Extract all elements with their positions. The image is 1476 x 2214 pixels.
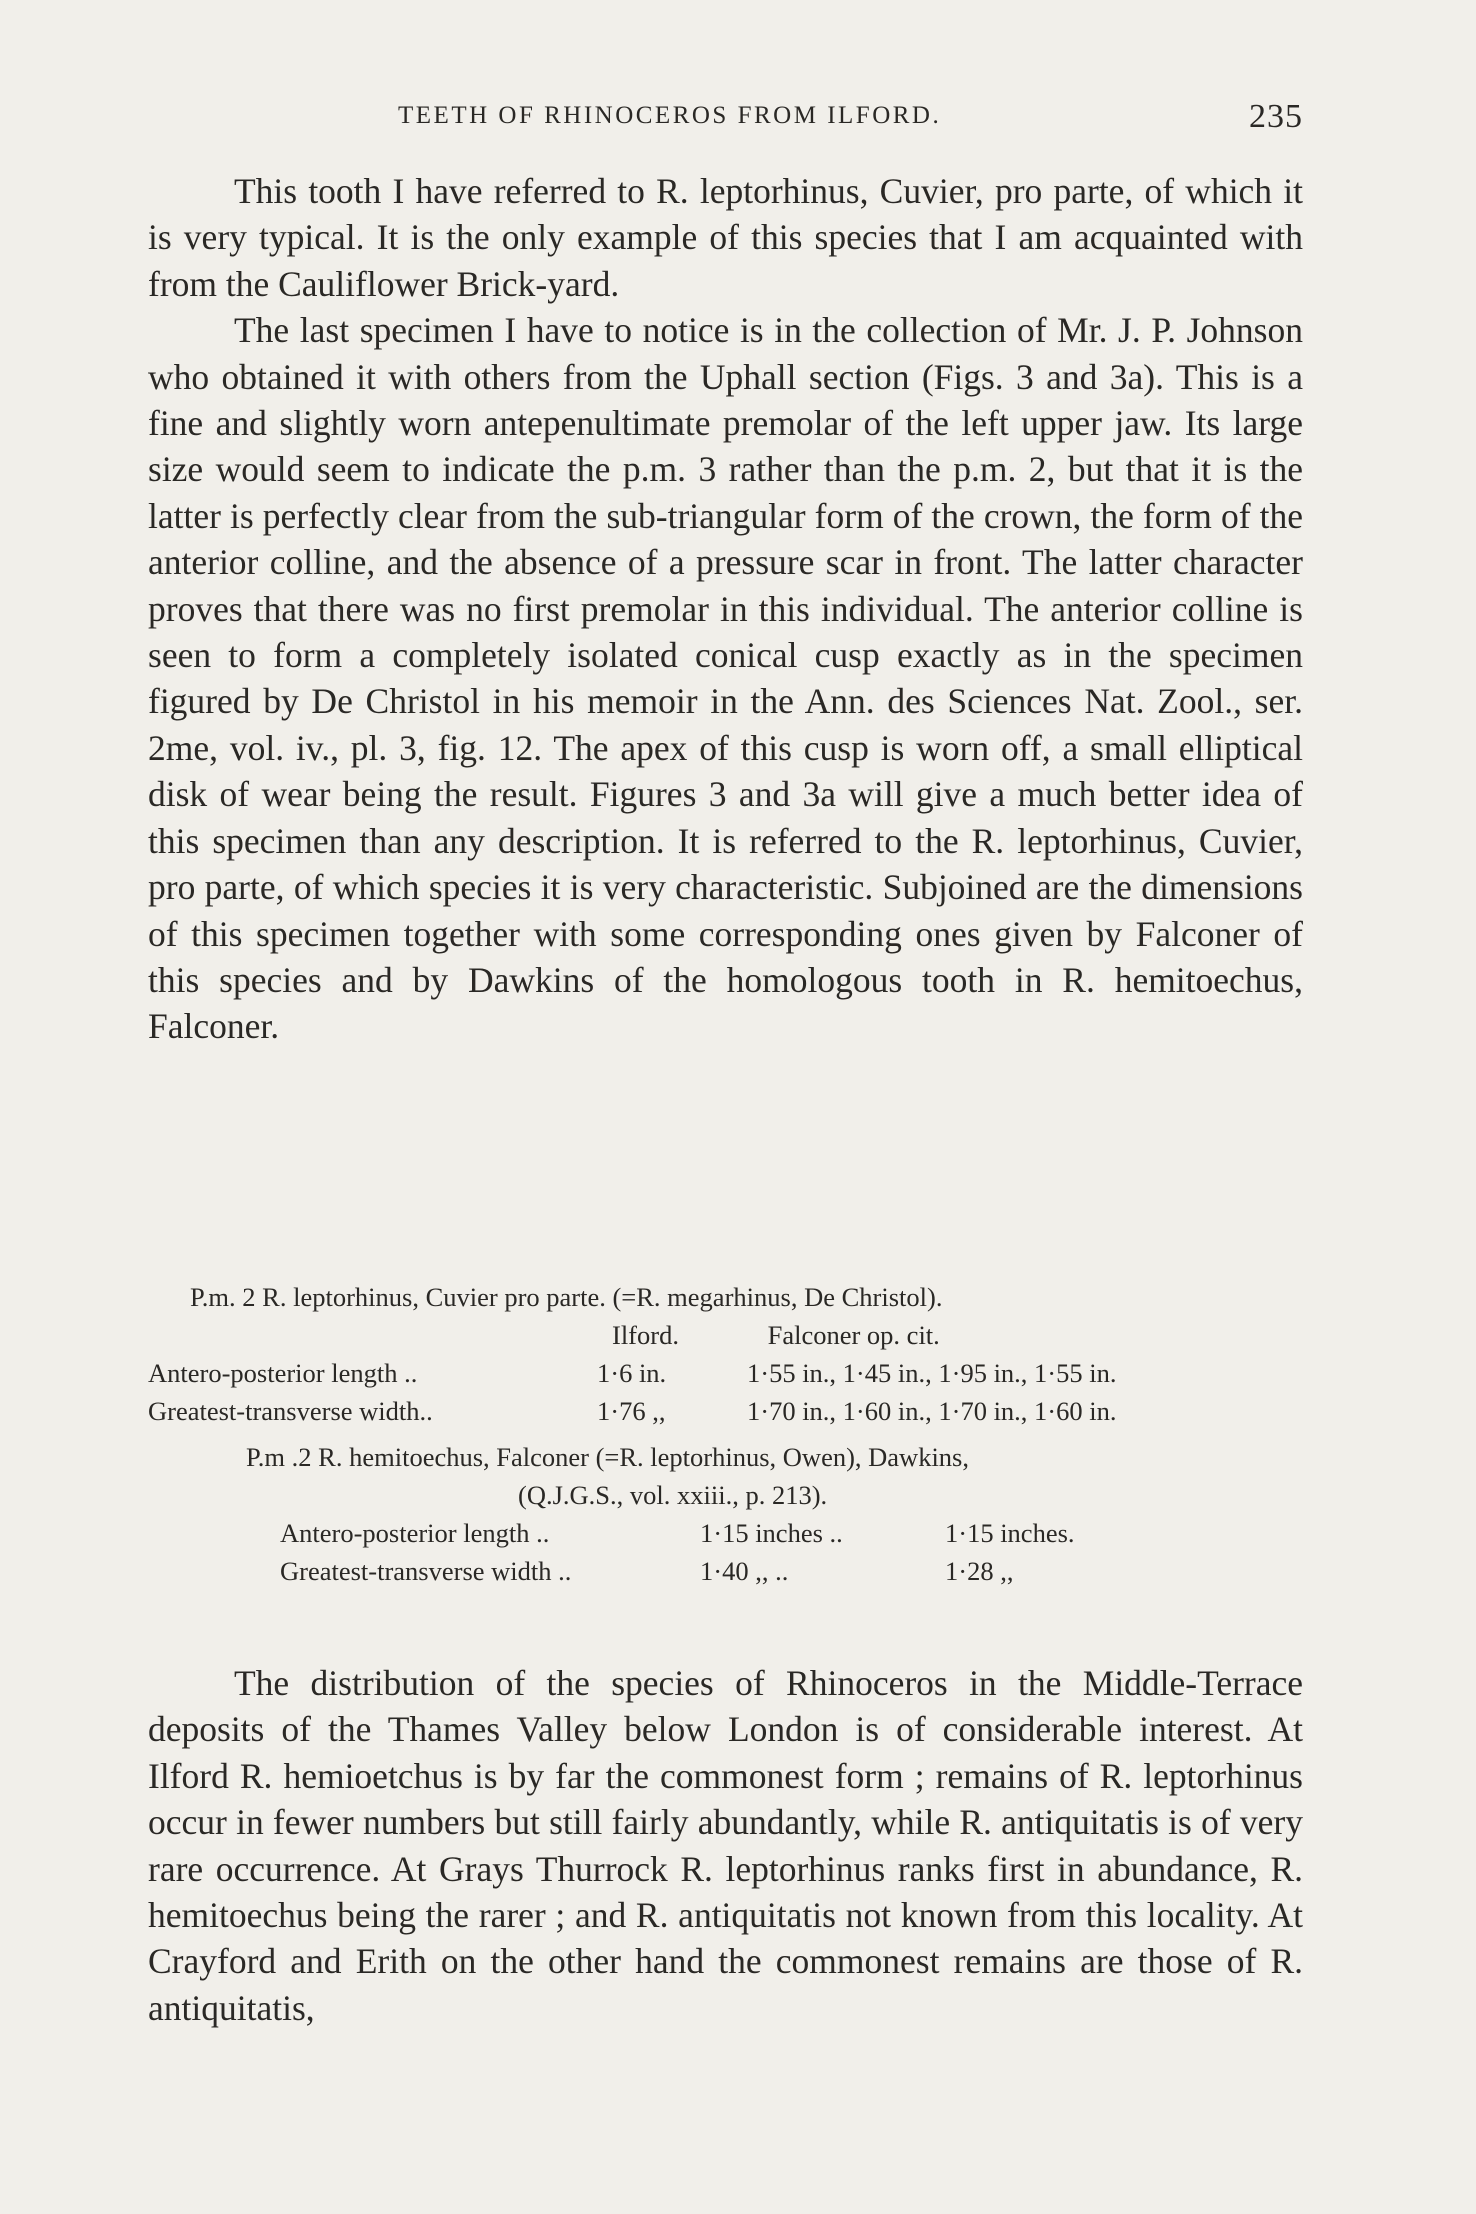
table-row [148, 1552, 1303, 1590]
paragraph: The last specimen I have to notice is in the collection of Mr. J. P. Johnson who obtained it with others from the Uphall section (Figs. 3 and 3a). This is a fine and slightly worn antepenultimate premolar of the left upper jaw. Its large size would seem to indicate the p.m. 3 rather than the p.m. 2, but that it is the latter is perfectly clear from the sub-triangular form of the crown, the form of the anterior colline, and the absence of a pressure scar in front. The latter character proves that there was no first premolar in this individual. The anterior colline is seen to form a completely isolated conical cusp exactly as in the specimen figured by De Christol in his memoir in the Ann. des Sciences Nat. Zool., ser. 2me, vol. iv., pl. 3, fig. 12. The apex of this cusp is worn off, a small elliptical disk of wear being the result. Figures 3 and 3a will give a much better idea of this specimen than any description. It is referred to the R. leptorhinus, Cuvier, pro parte, of which species it is very characteristic. Subjoined are the dimensions of this specimen together with some corresponding ones given by Falconer of this species and by Dawkins of the homologous tooth in R. hemitoechus, Falconer. [148, 310, 1303, 1047]
table2-caption-ref: (Q.J.G.S., vol. xxiii., p. 213). [518, 1480, 828, 1510]
row-label: Greatest-transverse width .. [280, 1556, 572, 1586]
page-header [148, 98, 1303, 142]
running-title: TEETH OF RHINOCEROS FROM ILFORD. [398, 102, 942, 129]
table1-caption: P.m. 2 R. leptorhinus, Cuvier pro parte. (=R. megarhinus, De Christol). [190, 1282, 943, 1312]
cell-falconer: 1·55 in., 1·45 in., 1·95 in., 1·55 in. [747, 1358, 1117, 1388]
column-header-ilford: Ilford. [612, 1320, 679, 1350]
column-header-falconer: Falconer op. cit. [767, 1320, 940, 1350]
paragraph: The distribution of the species of Rhinoceros in the Middle-Terrace deposits of the Thames Valley below London is of considerable interest. At Ilford R. hemioetchus is by far the commonest form ; remains of R. leptorhinus occur in fewer numbers but still fairly abundantly, while R. antiquitatis is of very rare occurrence. At Grays Thurrock R. leptorhinus ranks first in abundance, R. hemitoechus being the rarer ; and R. antiquitatis not known from this locality. At Crayford and Erith on the other hand the commonest remains are those of R. antiquitatis, [148, 1663, 1303, 2028]
table-row [148, 1392, 1303, 1430]
cell-ilford: 1·76 ,, [597, 1396, 666, 1426]
body-text-lower [148, 1660, 1303, 2031]
cell-value: 1·15 inches .. [700, 1518, 843, 1548]
page-number: 235 [1249, 98, 1303, 135]
table-row [148, 1354, 1303, 1392]
measurement-tables [148, 1278, 1303, 1590]
cell-value: 1·28 ,, [945, 1556, 1014, 1586]
cell-ilford: 1·6 in. [597, 1358, 667, 1388]
body-text-upper [148, 168, 1303, 1050]
row-label: Antero-posterior length .. [148, 1358, 418, 1388]
cell-value: 1·15 inches. [945, 1518, 1075, 1548]
cell-falconer: 1·70 in., 1·60 in., 1·70 in., 1·60 in. [747, 1396, 1117, 1426]
row-label: Antero-posterior length .. [280, 1518, 550, 1548]
paragraph: This tooth I have referred to R. leptorhinus, Cuvier, pro parte, of which it is very typical. It is the only example of this species that I am acquainted with from the Cauliflower Brick-yard. [148, 171, 1303, 304]
table2-caption: P.m .2 R. hemitoechus, Falconer (=R. leptorhinus, Owen), Dawkins, [246, 1442, 969, 1472]
row-label: Greatest-transverse width.. [148, 1396, 433, 1426]
cell-value: 1·40 ,, .. [700, 1556, 789, 1586]
table-row [148, 1514, 1303, 1552]
table1-column-headers [148, 1316, 1303, 1354]
